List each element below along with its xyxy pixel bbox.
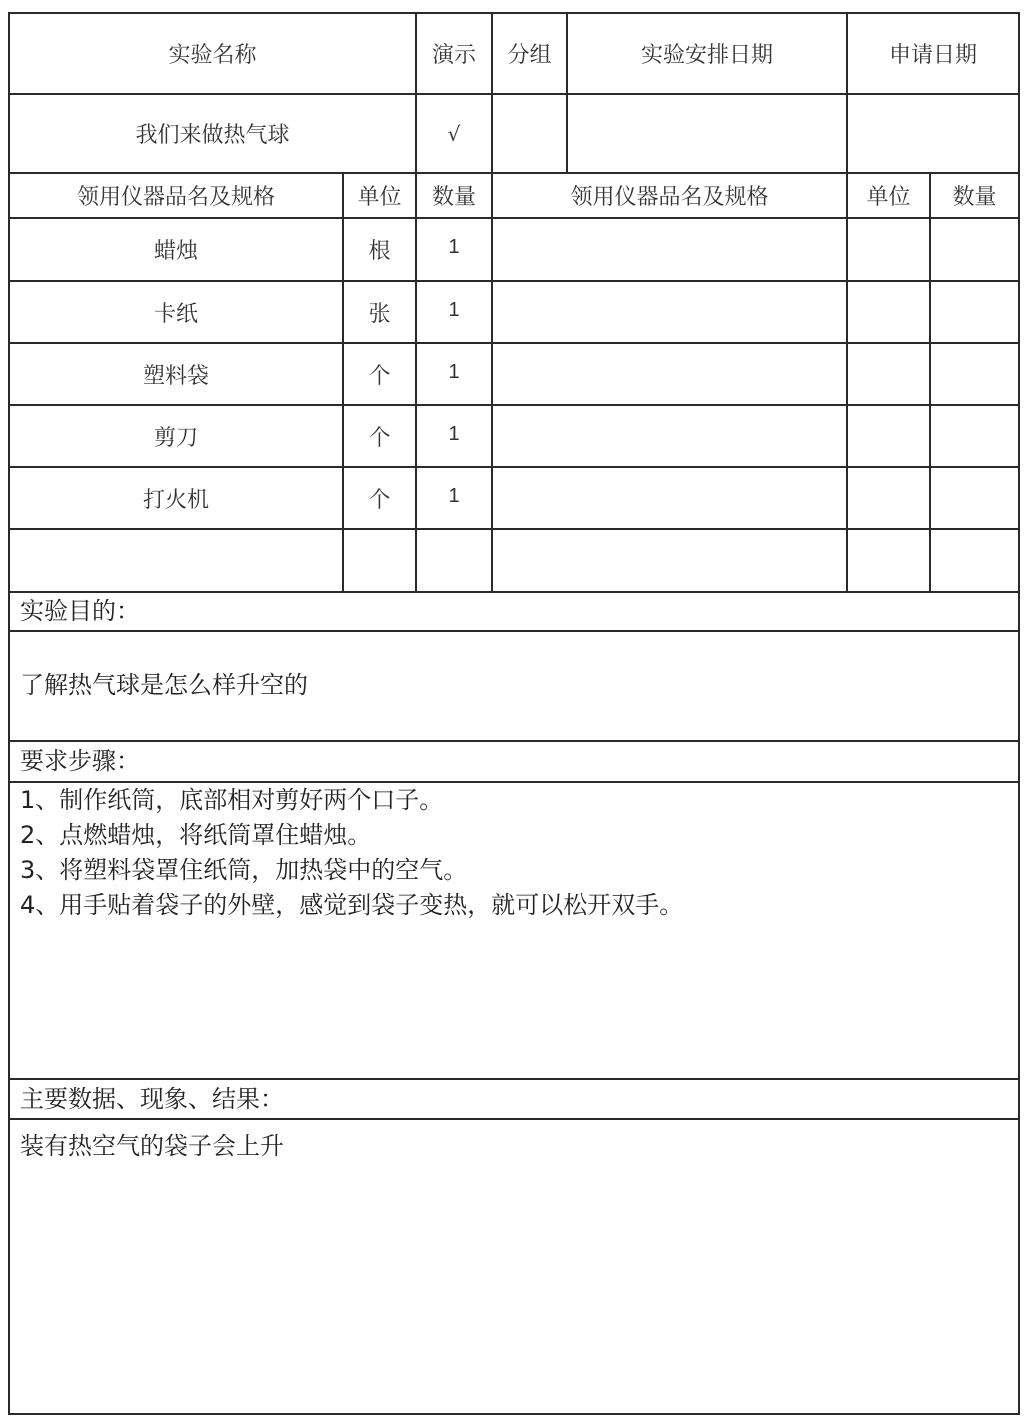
column-line	[929, 172, 931, 593]
apply-date-value	[848, 95, 1018, 172]
divider	[8, 630, 1020, 632]
equipment-item-quantity: 1	[448, 422, 460, 445]
divider	[8, 740, 1020, 742]
equipment-item-name: 卡纸	[153, 301, 198, 327]
equipment-name-header-right: 领用仪器品名及规格	[570, 185, 769, 210]
equipment-item-quantity: 1	[448, 298, 460, 321]
equipment-item-name: 剪刀	[153, 425, 198, 451]
experiment-name-label: 实验名称	[168, 43, 257, 68]
equipment-item-quantity: 1	[448, 236, 460, 258]
equipment-quantity-header-right: 数量	[952, 185, 997, 210]
border-bottom	[8, 1413, 1020, 1415]
group-mark	[493, 95, 566, 172]
equipment-item-unit: 个	[368, 363, 391, 389]
divider	[8, 1118, 1020, 1120]
steps-title: 要求步骤：	[20, 747, 140, 775]
equipment-item-unit: 根	[368, 239, 391, 264]
steps-list	[20, 783, 683, 923]
equipment-item-name: 打火机	[142, 487, 209, 513]
step-item: 4、用手贴着袋子的外壁，感觉到袋子变热，就可以松开双手。	[20, 891, 684, 919]
column-line	[846, 172, 848, 593]
equipment-item-quantity: 1	[448, 360, 460, 383]
demo-check-mark: √	[447, 121, 461, 146]
purpose-title: 实验目的：	[20, 597, 140, 625]
equipment-unit-header-right: 单位	[866, 185, 911, 210]
divider	[8, 591, 1020, 593]
equipment-item-unit: 个	[368, 425, 391, 451]
step-item: 1、制作纸筒，底部相对剪好两个口子。	[20, 786, 444, 814]
group-label: 分组	[507, 43, 552, 68]
step-item: 3、将塑料袋罩住纸筒，加热袋中的空气。	[20, 856, 468, 884]
equipment-quantity-header: 数量	[431, 185, 476, 210]
equipment-item-quantity	[417, 530, 491, 591]
demo-label: 演示	[431, 43, 476, 68]
equipment-item-unit	[344, 530, 415, 591]
equipment-item-unit: 张	[368, 301, 391, 327]
schedule-date-value	[568, 95, 846, 172]
equipment-name-header: 领用仪器品名及规格	[76, 185, 275, 210]
border-right	[1018, 12, 1020, 1415]
experiment-name: 我们来做热气球	[135, 123, 290, 148]
equipment-item-name: 蜡烛	[153, 239, 198, 264]
step-item: 2、点燃蜡烛，将纸筒罩住蜡烛。	[20, 821, 372, 849]
results-text: 装有热空气的袋子会上升	[20, 1132, 284, 1160]
equipment-item-name: 塑料袋	[142, 363, 209, 389]
equipment-item-quantity: 1	[448, 484, 460, 507]
purpose-text: 了解热气球是怎么样升空的	[20, 671, 308, 699]
equipment-item-name	[10, 530, 342, 591]
apply-date-label: 申请日期	[888, 43, 977, 68]
equipment-unit-header: 单位	[357, 185, 402, 210]
schedule-date-label: 实验安排日期	[640, 43, 773, 68]
equipment-item-unit: 个	[368, 487, 391, 513]
results-title: 主要数据、现象、结果：	[20, 1085, 284, 1113]
